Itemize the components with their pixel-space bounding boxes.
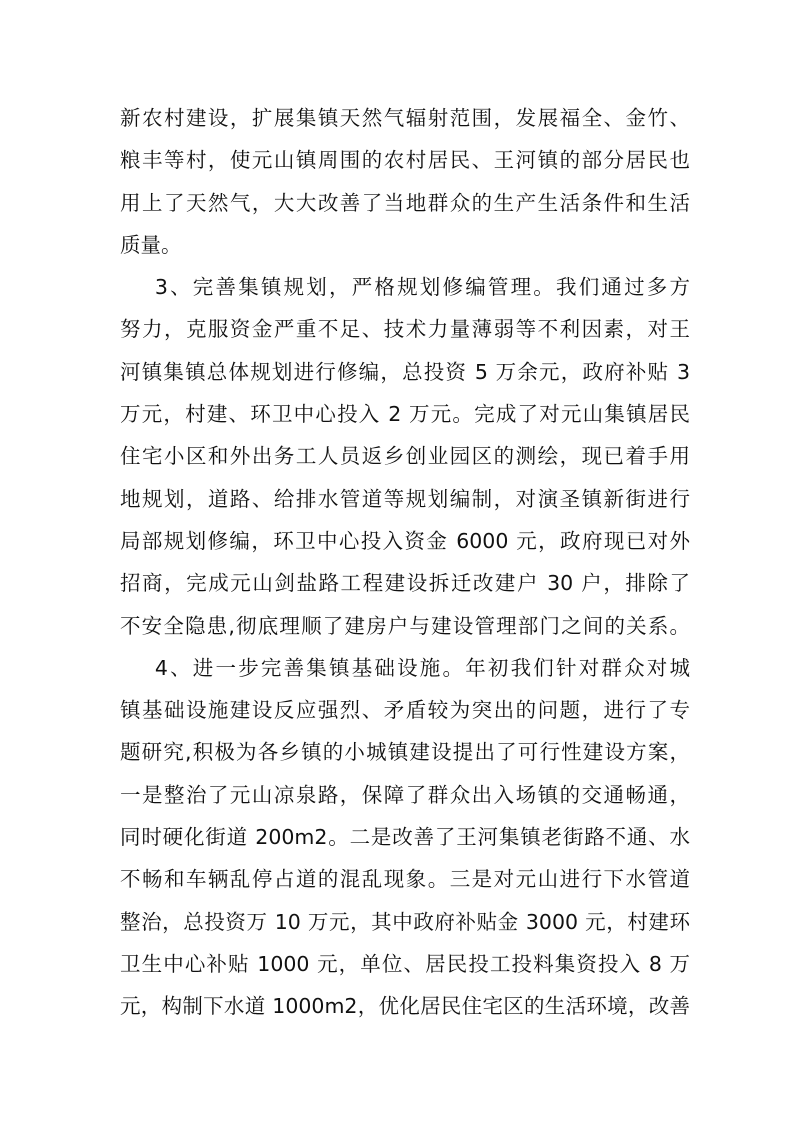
text-line: 住宅小区和外出务工人员返乡创业园区的测绘，现已着手用 [120,444,690,469]
text-line: 不畅和车辆乱停占道的混乱现象。三是对元山进行下水管道 [120,867,690,892]
text-line: 质量。 [120,232,182,257]
text-line: 一是整治了元山凉泉路，保障了群众出入场镇的交通畅通， [120,782,690,807]
text-line: 卫生中心补贴 1000 元，单位、居民投工投料集资投入 8 万 [120,951,690,976]
text-line: 招商，完成元山剑盐路工程建设拆迁改建户 30 户，排除了 [120,571,690,596]
text-line: 4、进一步完善集镇基础设施。年初我们针对群众对城 [120,655,690,680]
text-line: 元，构制下水道 1000m2，优化居民住宅区的生活环境，改善 [120,994,690,1019]
text-line: 粮丰等村，使元山镇周围的农村居民、王河镇的部分居民也 [120,148,690,173]
text-line: 新农村建设，扩展集镇天然气辐射范围，发展福全、金竹、 [120,106,690,130]
text-line: 用上了天然气，大大改善了当地群众的生产生活条件和生活 [120,190,690,215]
text-line: 同时硬化街道 200m2。二是改善了王河集镇老街路不通、水 [120,825,690,850]
text-line: 镇基础设施建设反应强烈、矛盾较为突出的问题，进行了专 [120,698,690,723]
body-text [120,97,690,1028]
text-line: 努力，克服资金严重不足、技术力量薄弱等不利因素，对王 [120,317,690,342]
text-line: 整治，总投资万 10 万元，其中政府补贴金 3000 元，村建环 [120,909,690,934]
text-line: 3、完善集镇规划，严格规划修编管理。我们通过多方 [120,275,690,300]
text-line: 局部规划修编，环卫中心投入资金 6000 元，政府现已对外 [120,528,690,553]
text-line: 河镇集镇总体规划进行修编，总投资 5 万余元，政府补贴 3 [120,359,690,384]
text-line: 地规划，道路、给排水管道等规划编制，对演圣镇新街进行 [120,486,690,511]
text-line: 万元，村建、环卫中心投入 2 万元。完成了对元山集镇居民 [120,402,690,427]
text-line: 题研究,积极为各乡镇的小城镇建设提出了可行性建设方案， [120,740,690,765]
text-line: 不安全隐患,彻底理顺了建房户与建设管理部门之间的关系。 [120,613,690,638]
